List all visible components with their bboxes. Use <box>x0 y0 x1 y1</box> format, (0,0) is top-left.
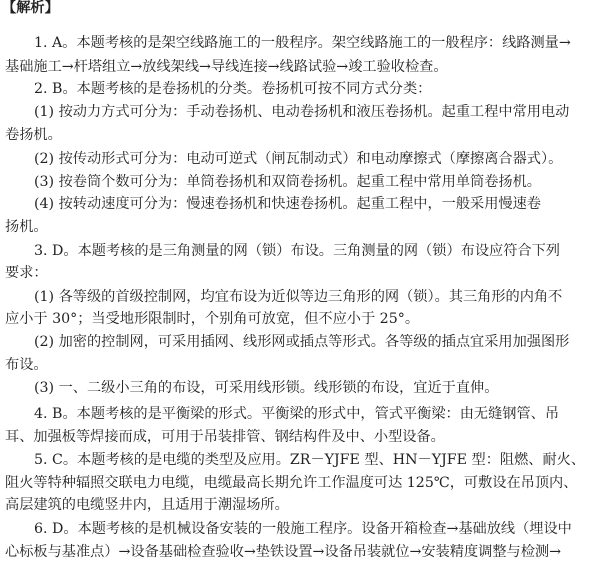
text-line: 基础施工→杆塔组立→放线架线→导线连接→线路试验→竣工验收检查。 <box>5 59 448 75</box>
text-line: 应小于 30°；当受地形限制时，个别角可放宽，但不应小于 25°。 <box>5 311 420 327</box>
text-line: (3) 一、二级小三角的布设，可采用线形锁。线形锁的布设，宜近于直伸。 <box>34 380 499 396</box>
text-line: (1) 各等级的首级控制网，均宜布设为近似等边三角形的网（锁）。其三角形的内角不 <box>34 289 563 305</box>
text-line: 2. B。本题考核的是卷扬机的分类。卷扬机可按不同方式分类： <box>34 81 432 97</box>
text-line: 扬机。 <box>5 219 48 235</box>
text-line: 卷扬机。 <box>5 127 62 143</box>
text-line: 阻火等特种辐照交联电力电缆，电缆最高长期允许工作温度可达 125℃，可敷设在吊顶内、 <box>5 475 578 491</box>
text-line: (2) 加密的控制网，可采用插网、线形网或插点等形式。各等级的插点宜采用加强图形 <box>34 334 570 350</box>
text-line: (3) 按卷筒个数可分为：单筒卷扬机和双筒卷扬机。起重工程中常用单筒卷扬机。 <box>34 174 541 190</box>
text-line: 1. A。本题考核的是架空线路施工的一般程序。架空线路施工的一般程序：线路测量→ <box>34 35 571 51</box>
text-line: 耳、加强板等焊接而成，可用于吊装排管、钢结构件及中、小型设备。 <box>5 429 445 445</box>
text-line: 6. D。本题考核的是机械设备安装的一般施工程序。设备开箱检查→基础放线（埋设中 <box>34 521 572 537</box>
section-heading: 【解析】 <box>2 0 59 16</box>
text-line: (1) 按动力方式可分为：手动卷扬机、电动卷扬机和液压卷扬机。起重工程中常用电动 <box>34 104 570 120</box>
text-line: 3. D。本题考核的是三角测量的网（锁）布设。三角测量的网（锁）布设应符合下列 <box>34 243 560 259</box>
text-line: 5. C。本题考核的是电缆的类型及应用。ZR－YJFE 型、HN－YJFE 型：阻燃、耐火、 <box>34 452 586 468</box>
text-line: (4) 按转动速度可分为：慢速卷扬机和快速卷扬机。起重工程中，一般采用慢速卷 <box>34 196 541 212</box>
text-line: 要求： <box>5 265 48 281</box>
text-line: 高层建筑的电缆竖井内，且适用于潮湿场所。 <box>5 497 289 513</box>
text-line: 4. B。本题考核的是平衡梁的形式。平衡梁的形式中，管式平衡梁：由无缝钢管、吊 <box>34 406 560 422</box>
text-line: 布设。 <box>5 357 48 373</box>
text-line: 心标板与基准点）→设备基础检查验收→垫铁设置→设备吊装就位→安装精度调整与检测→ <box>5 544 562 560</box>
text-line: (2) 按传动形式可分为：电动可逆式（闸瓦制动式）和电动摩擦式（摩擦离合器式）。 <box>34 151 563 167</box>
